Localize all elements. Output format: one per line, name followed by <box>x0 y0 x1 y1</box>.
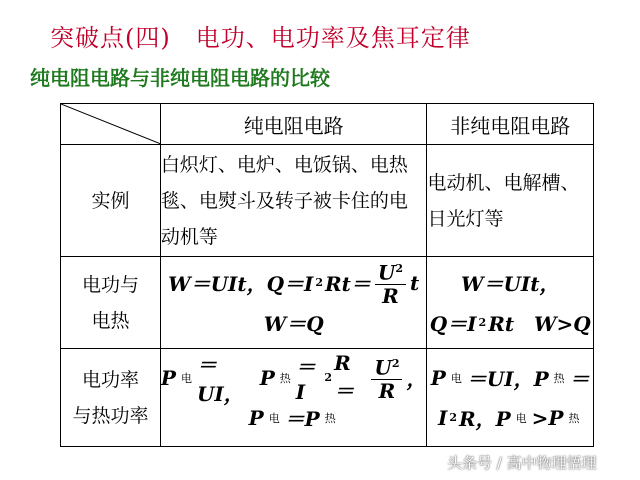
subscript: 电 <box>268 411 280 425</box>
formula-part: t <box>410 270 420 295</box>
formula-part: ＝P <box>284 407 320 431</box>
formula-line-1: W＝UIt， <box>460 272 560 296</box>
diagonal-corner-cell <box>61 104 161 145</box>
formula-line-2 <box>427 398 593 438</box>
row-label-line: 电功率 <box>81 368 139 391</box>
section-title: 突破点(四) 电功、电功率及焦耳定律 <box>50 24 471 52</box>
formula-line-2 <box>427 303 593 343</box>
subscript: 热 <box>568 411 580 425</box>
formula-line-1 <box>161 260 427 308</box>
formula-line-1 <box>427 358 593 398</box>
formula-part: P <box>160 365 176 390</box>
table-header-row <box>61 104 594 145</box>
row-label-line: 实例 <box>91 189 130 212</box>
fraction-numerator <box>371 353 402 380</box>
formula-part: >P <box>531 405 564 430</box>
diagonal-line <box>61 104 161 144</box>
formula-part: P <box>259 365 275 390</box>
subscript: 电 <box>450 371 462 385</box>
formula-part: ＝I <box>295 355 316 404</box>
subscript: 热 <box>553 371 565 385</box>
table-subtitle: 纯电阻电路与非纯电阻电路的比较 <box>30 66 330 90</box>
formula-line-2: W＝Q <box>263 312 324 336</box>
fraction <box>375 258 406 307</box>
nonpure-work-heat-formula <box>427 257 594 349</box>
row-label-line: 电功与 <box>81 273 139 296</box>
subscript: 热 <box>279 371 291 385</box>
formula-part: ＝UI， <box>196 352 244 406</box>
pure-power-formula <box>160 349 427 447</box>
superscript: 2 <box>478 316 487 329</box>
formula-part: Q＝I <box>429 312 477 336</box>
formula-part: R，P <box>459 407 511 431</box>
subscript: 热 <box>324 411 336 425</box>
numerator-var: U <box>374 355 392 380</box>
subscript: 电 <box>180 371 192 385</box>
formula-part: W＝UIt，Q＝I <box>168 272 314 296</box>
subscript: 电 <box>515 411 527 425</box>
formula-part: ， <box>406 367 427 391</box>
fraction <box>371 353 402 402</box>
header-pure-resistive: 纯电阻电路 <box>160 104 427 145</box>
table-row-work-heat <box>61 257 594 349</box>
row-label-line: 电热 <box>91 309 130 332</box>
watermark: 头条号 / 高中物理悟理 <box>447 454 597 472</box>
superscript: 2 <box>395 262 404 276</box>
formula-part: Rt W>Q <box>488 312 591 336</box>
formula-part: ＝ <box>569 367 590 391</box>
row-label-examples <box>61 145 161 257</box>
pure-examples: 白炽灯、电炉、电饭锅、电热毯、电熨斗及转子被卡住的电动机等 <box>160 145 427 257</box>
fraction-denominator: R <box>378 378 396 403</box>
superscript: 2 <box>324 371 333 384</box>
fraction-numerator <box>375 258 406 285</box>
comparison-table <box>60 103 594 447</box>
table-row-examples <box>61 145 594 257</box>
row-label-power <box>61 349 161 447</box>
formula-part: I <box>437 405 448 430</box>
nonpure-power-formula <box>427 349 594 447</box>
superscript: 2 <box>315 276 324 289</box>
formula-part: R＝ <box>334 351 355 403</box>
header-non-pure-resistive: 非纯电阻电路 <box>427 104 594 145</box>
fraction-denominator: R <box>382 283 399 308</box>
row-label-line: 与热功率 <box>72 404 149 427</box>
table-row-power <box>61 349 594 447</box>
superscript: 2 <box>449 411 457 424</box>
row-label-work-heat <box>61 257 161 349</box>
formula-part: ＝UI，P <box>466 367 549 391</box>
formula-part: Rt＝ <box>325 272 371 296</box>
formula-line-1 <box>160 351 427 406</box>
formula-part: P <box>430 365 446 390</box>
formula-part: P <box>248 405 264 430</box>
superscript: 2 <box>391 357 400 371</box>
pure-work-heat-formula <box>160 257 427 349</box>
nonpure-examples: 电动机、电解槽、日光灯等 <box>427 145 594 257</box>
numerator-var: U <box>377 260 396 285</box>
